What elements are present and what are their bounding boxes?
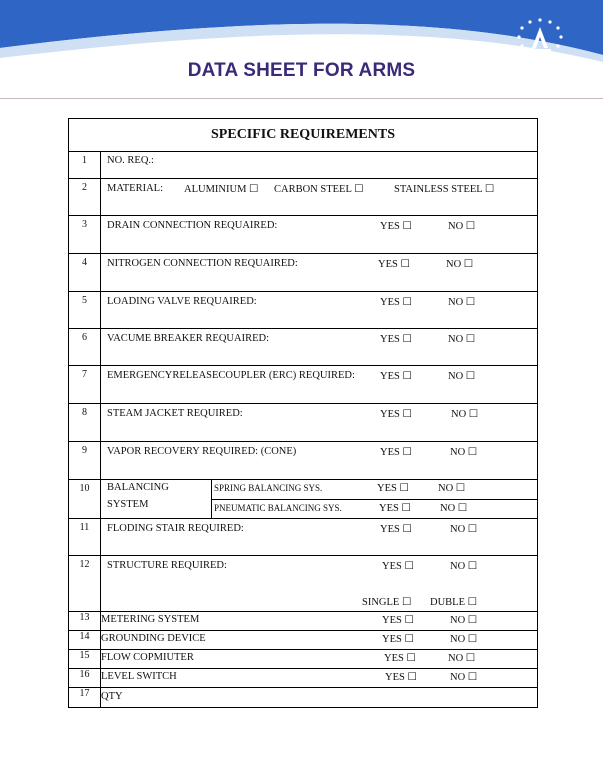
table-row bbox=[69, 404, 538, 442]
table-row bbox=[69, 292, 538, 329]
row-number: 8 bbox=[69, 404, 101, 442]
row-number: 15 bbox=[69, 650, 101, 669]
row-number: 5 bbox=[69, 292, 101, 329]
table-row bbox=[69, 366, 538, 404]
row-number: 9 bbox=[69, 442, 101, 480]
spring-balancing-label: SPRING BALANCING SYS. bbox=[214, 483, 323, 493]
row-number: 4 bbox=[69, 254, 101, 292]
table-row bbox=[69, 254, 538, 292]
table-row bbox=[69, 688, 538, 708]
row-label: GROUNDING DEVICE bbox=[101, 633, 206, 644]
yes-checkbox[interactable]: YES ☐ bbox=[380, 371, 412, 382]
table-row bbox=[69, 329, 538, 366]
company-logo-icon bbox=[512, 15, 568, 59]
row-label: FLOW COPMIUTER bbox=[101, 652, 194, 663]
row-label: NO. REQ.: bbox=[107, 155, 154, 166]
row-number: 2 bbox=[69, 179, 101, 216]
table-row bbox=[69, 650, 538, 669]
no-checkbox[interactable]: NO ☐ bbox=[450, 524, 478, 535]
pneumatic-balancing-label: PNEUMATIC BALANCING SYS. bbox=[214, 503, 342, 513]
row-label: DRAIN CONNECTION REQUAIRED: bbox=[107, 220, 278, 231]
row-label: METERING SYSTEM bbox=[101, 614, 200, 625]
row-number: 11 bbox=[69, 519, 101, 556]
row-number: 17 bbox=[69, 688, 101, 708]
yes-checkbox[interactable]: YES ☐ bbox=[380, 409, 412, 420]
no-checkbox[interactable]: NO ☐ bbox=[448, 653, 476, 664]
yes-checkbox[interactable]: YES ☐ bbox=[380, 297, 412, 308]
yes-checkbox[interactable]: YES ☐ bbox=[380, 221, 412, 232]
row-label: NITROGEN CONNECTION REQUAIRED: bbox=[107, 258, 298, 269]
no-checkbox[interactable]: NO ☐ bbox=[438, 483, 466, 494]
material-carbon-steel-checkbox[interactable]: CARBON STEEL ☐ bbox=[274, 184, 364, 195]
table-row bbox=[69, 216, 538, 254]
table-row bbox=[69, 152, 538, 179]
table-row bbox=[69, 519, 538, 556]
duble-checkbox[interactable]: DUBLE ☐ bbox=[430, 597, 478, 608]
yes-checkbox[interactable]: YES ☐ bbox=[385, 672, 417, 683]
row-number: 10 bbox=[69, 480, 101, 519]
no-checkbox[interactable]: NO ☐ bbox=[450, 615, 478, 626]
no-checkbox[interactable]: NO ☐ bbox=[450, 561, 478, 572]
row-label: STEAM JACKET REQUIRED: bbox=[107, 408, 243, 419]
no-checkbox[interactable]: NO ☐ bbox=[448, 221, 476, 232]
no-checkbox[interactable]: NO ☐ bbox=[448, 371, 476, 382]
yes-checkbox[interactable]: YES ☐ bbox=[379, 503, 411, 514]
row-label: LEVEL SWITCH bbox=[101, 671, 177, 682]
table-heading-row bbox=[69, 119, 538, 152]
table-heading: SPECIFIC REQUIREMENTS bbox=[69, 119, 538, 152]
row-label: VACUME BREAKER REQUAIRED: bbox=[107, 333, 269, 344]
yes-checkbox[interactable]: YES ☐ bbox=[384, 653, 416, 664]
row-number: 16 bbox=[69, 669, 101, 688]
row-label: BALANCING bbox=[107, 482, 169, 493]
row-label: FLODING STAIR REQUIRED: bbox=[107, 523, 244, 534]
requirements-table bbox=[68, 118, 538, 708]
yes-checkbox[interactable]: YES ☐ bbox=[382, 561, 414, 572]
no-checkbox[interactable]: NO ☐ bbox=[446, 259, 474, 270]
row-label: VAPOR RECOVERY REQUIRED: (CONE) bbox=[107, 446, 297, 457]
no-checkbox[interactable]: NO ☐ bbox=[440, 503, 468, 514]
table-row bbox=[69, 669, 538, 688]
row-number: 1 bbox=[69, 152, 101, 179]
yes-checkbox[interactable]: YES ☐ bbox=[380, 447, 412, 458]
yes-checkbox[interactable]: YES ☐ bbox=[380, 524, 412, 535]
table-row bbox=[69, 556, 538, 612]
no-checkbox[interactable]: NO ☐ bbox=[448, 297, 476, 308]
material-aluminium-checkbox[interactable]: ALUMINIUM ☐ bbox=[184, 184, 259, 195]
no-checkbox[interactable]: NO ☐ bbox=[450, 634, 478, 645]
row-number: 12 bbox=[69, 556, 101, 612]
table-row bbox=[69, 631, 538, 650]
row-number: 13 bbox=[69, 612, 101, 631]
yes-checkbox[interactable]: YES ☐ bbox=[377, 483, 409, 494]
table-row bbox=[69, 612, 538, 631]
row-number: 7 bbox=[69, 366, 101, 404]
row-label: LOADING VALVE REQUAIRED: bbox=[107, 296, 257, 307]
row-number: 6 bbox=[69, 329, 101, 366]
row-label: STRUCTURE REQUIRED: bbox=[107, 560, 227, 571]
row-number: 3 bbox=[69, 216, 101, 254]
table-row bbox=[69, 480, 538, 519]
yes-checkbox[interactable]: YES ☐ bbox=[382, 634, 414, 645]
table-row bbox=[69, 179, 538, 216]
yes-checkbox[interactable]: YES ☐ bbox=[382, 615, 414, 626]
row-label: QTY bbox=[101, 691, 123, 702]
single-checkbox[interactable]: SINGLE ☐ bbox=[362, 597, 412, 608]
yes-checkbox[interactable]: YES ☐ bbox=[378, 259, 410, 270]
yes-checkbox[interactable]: YES ☐ bbox=[380, 334, 412, 345]
document-title: DATA SHEET FOR ARMS bbox=[187, 60, 416, 81]
row-label: SYSTEM bbox=[107, 499, 149, 510]
no-checkbox[interactable]: NO ☐ bbox=[450, 672, 478, 683]
row-label: EMERGENCYRELEASECOUPLER (ERC) REQUIRED: bbox=[107, 370, 355, 381]
header-divider bbox=[0, 98, 603, 99]
no-checkbox[interactable]: NO ☐ bbox=[450, 447, 478, 458]
row-number: 14 bbox=[69, 631, 101, 650]
row-label: MATERIAL: bbox=[107, 183, 163, 194]
material-stainless-steel-checkbox[interactable]: STAINLESS STEEL ☐ bbox=[394, 184, 495, 195]
table-row bbox=[69, 442, 538, 480]
no-checkbox[interactable]: NO ☐ bbox=[448, 334, 476, 345]
no-checkbox[interactable]: NO ☐ bbox=[451, 409, 479, 420]
balancing-subtable bbox=[211, 480, 537, 518]
